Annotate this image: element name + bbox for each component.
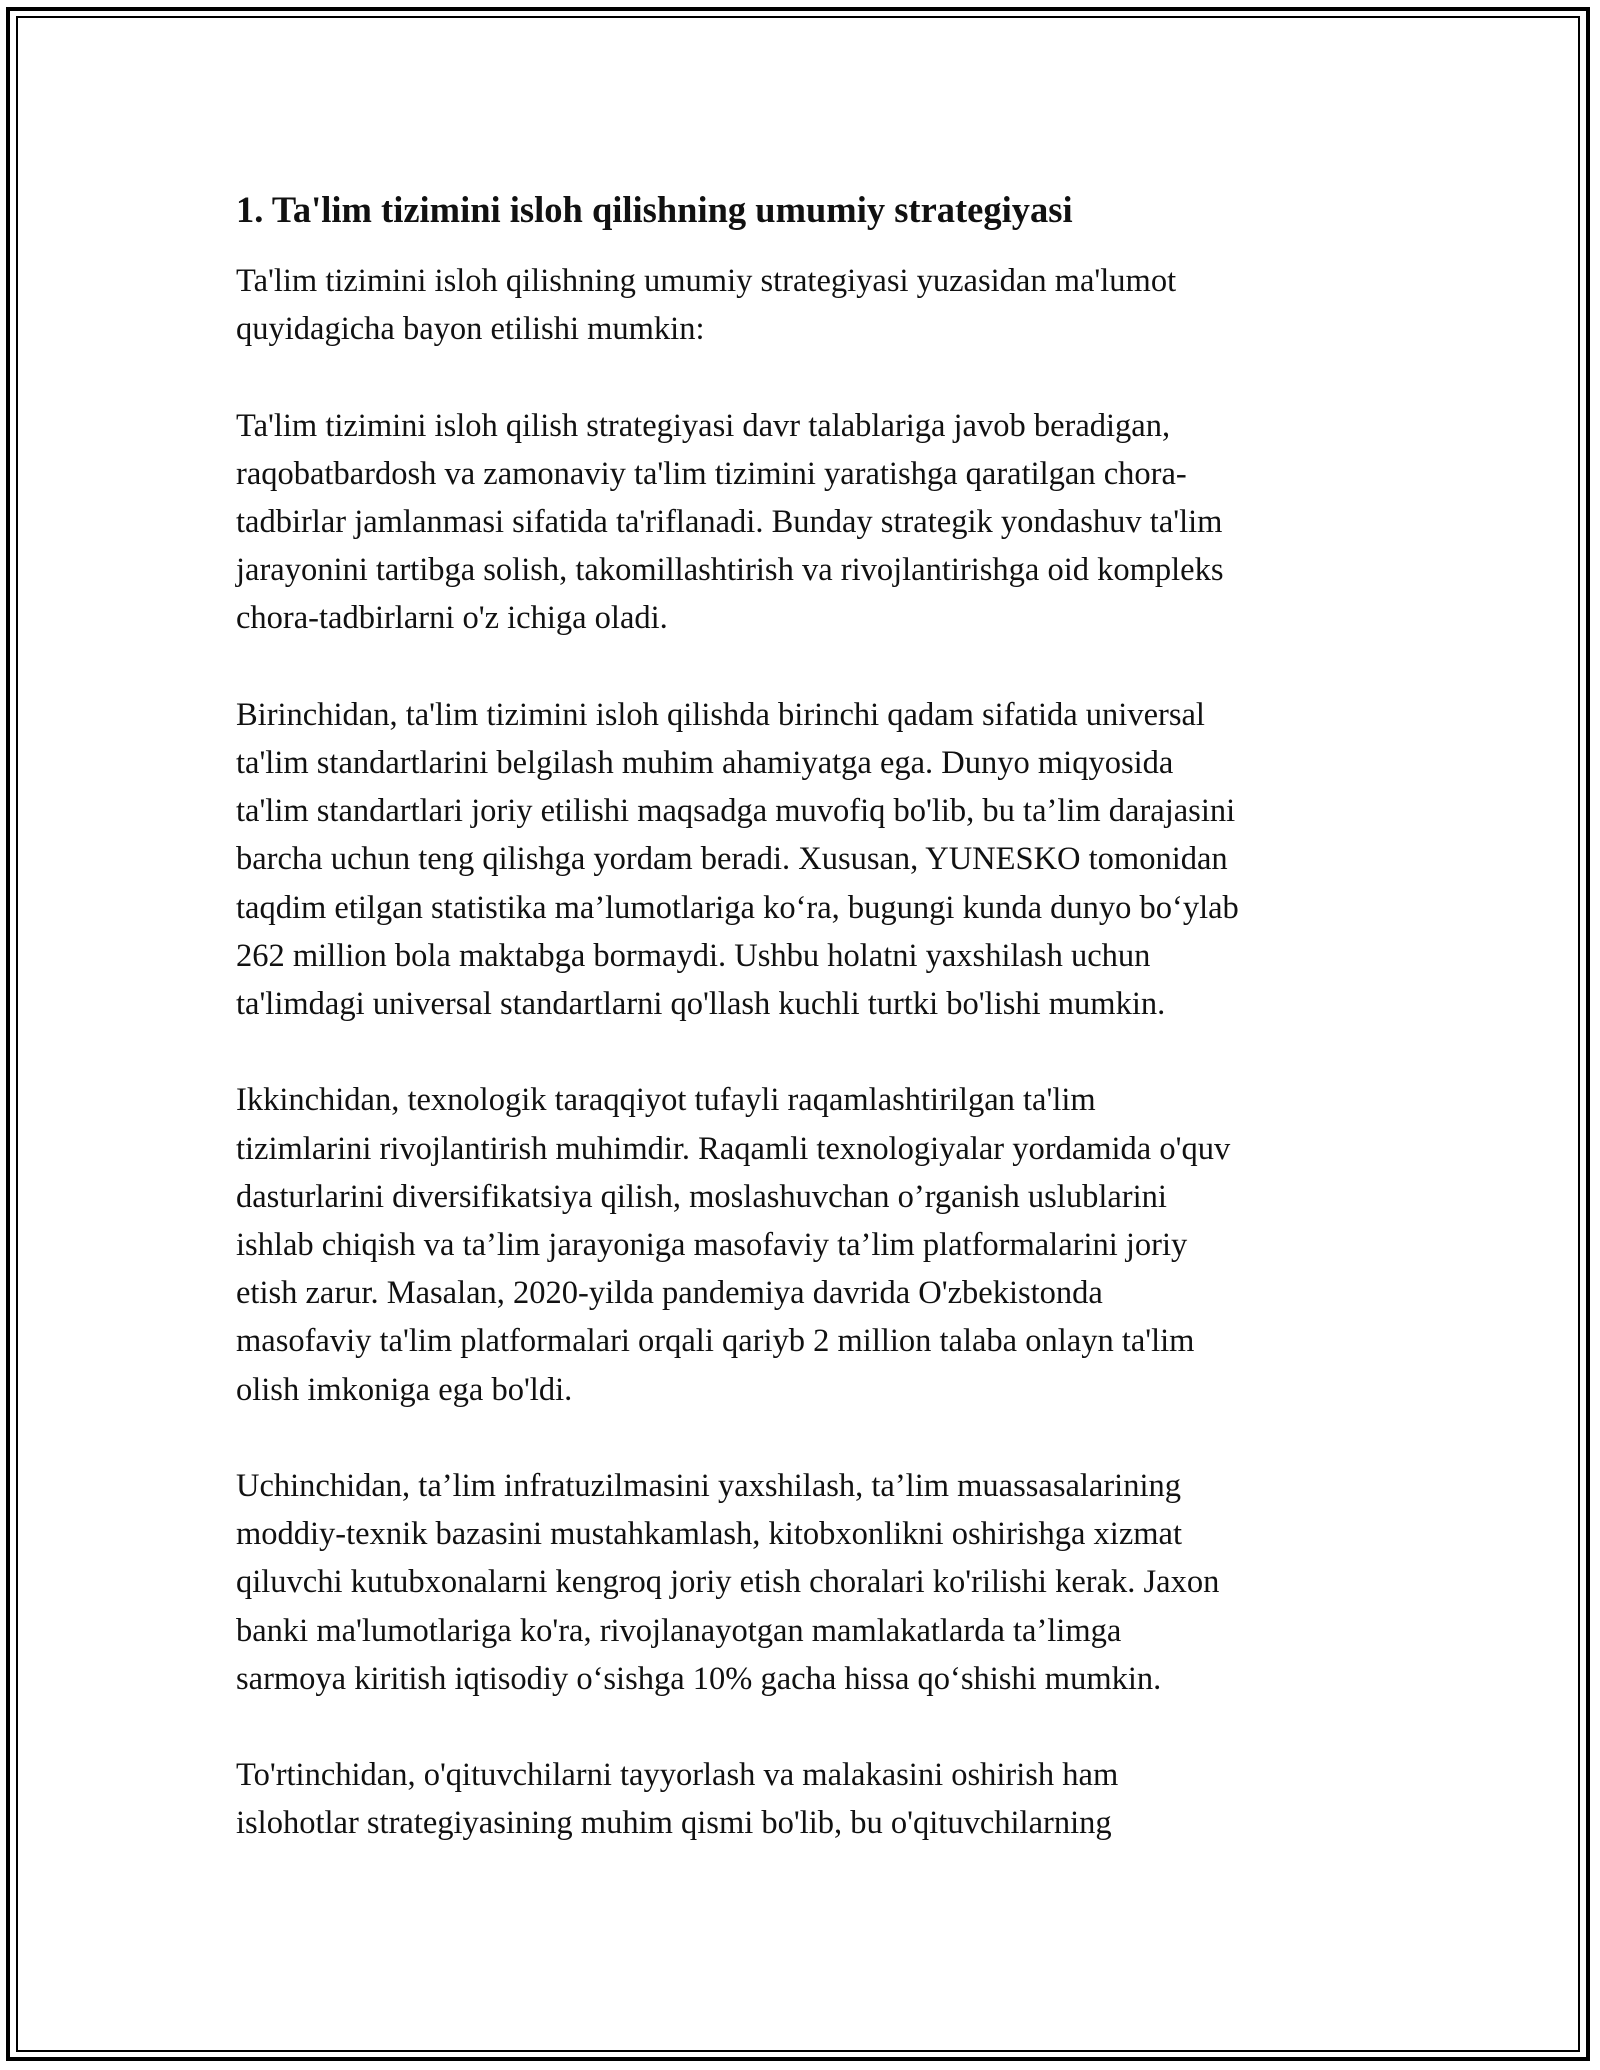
text-line: sarmoya kiritish iqtisodiy o‘sishga 10% gacha hissa qo‘shishi mumkin. xyxy=(236,1660,1162,1697)
text-line: 262 million bola maktabga bormaydi. Ushbu holatni yaxshilash uchun xyxy=(236,937,1151,974)
text-line: qiluvchi kutubxonalarni kengroq joriy etish choralari ko'rilishi kerak. Jaxon xyxy=(236,1564,1220,1601)
section-heading: 1. Ta'lim tizimini isloh qilishning umumiy strategiyasi xyxy=(236,189,1073,230)
paragraph-second-point xyxy=(236,1076,1366,1413)
paragraph-fourth-point xyxy=(236,1751,1366,1847)
paragraph-first-point xyxy=(236,691,1366,1028)
text-line: Ta'lim tizimini isloh qilishning umumiy strategiyasi yuzasidan ma'lumot xyxy=(236,263,1177,299)
text-line: quyidagicha bayon etilishi mumkin: xyxy=(236,311,705,348)
text-line: barcha uchun teng qilishga yordam beradi. Xususan, YUNESKO tomonidan xyxy=(236,841,1228,878)
text-line: jarayonini tartibga solish, takomillashtirish va rivojlantirishga oid kompleks xyxy=(236,552,1224,589)
text-line: taqdim etilgan statistika ma’lumotlariga ko‘ra, bugungi kunda dunyo bo‘ylab xyxy=(236,889,1239,926)
text-line: tadbirlar jamlanmasi sifatida ta'riflanadi. Bunday strategik yondashuv ta'lim xyxy=(236,504,1223,540)
document-body xyxy=(236,186,1366,1896)
text-line: olish imkoniga ega bo'ldi. xyxy=(236,1371,573,1408)
text-line: Uchinchidan, ta’lim infratuzilmasini yaxshilash, ta’lim muassasalarining xyxy=(236,1468,1181,1505)
paragraph-intro xyxy=(236,257,1366,353)
text-line: ta'lim standartlari joriy etilishi maqsadga muvofiq bo'lib, bu ta’lim darajasini xyxy=(236,793,1236,830)
text-line: tizimlarini rivojlantirish muhimdir. Raqamli texnologiyalar yordamida o'quv xyxy=(236,1130,1231,1167)
text-line: etish zarur. Masalan, 2020-yilda pandemiya davrida O'zbekistonda xyxy=(236,1275,1103,1312)
text-line: banki ma'lumotlariga ko'ra, rivojlanayotgan mamlakatlarda ta’limga xyxy=(236,1612,1122,1649)
text-line: Ikkinchidan, texnologik taraqqiyot tufayli raqamlashtirilgan ta'lim xyxy=(236,1082,1096,1119)
text-line: moddiy-texnik bazasini mustahkamlash, kitobxonlikni oshirishga xizmat xyxy=(236,1516,1182,1553)
text-line: islohotlar strategiyasining muhim qismi bo'lib, bu o'qituvchilarning xyxy=(236,1805,1112,1842)
text-line: Birinchidan, ta'lim tizimini isloh qilishda birinchi qadam sifatida universal xyxy=(236,696,1205,733)
text-line: chora-tadbirlarni o'z ichiga oladi. xyxy=(236,600,668,637)
text-line: ta'limdagi universal standartlarni qo'llash kuchli turtki bo'lishi mumkin. xyxy=(236,986,1166,1023)
paragraph-third-point xyxy=(236,1462,1366,1703)
text-line: raqobatbardosh va zamonaviy ta'lim tizimini yaratishga qaratilgan chora- xyxy=(236,455,1187,492)
text-line: Ta'lim tizimini isloh qilish strategiyasi davr talablariga javob beradigan, xyxy=(236,407,1171,444)
paragraph-definition xyxy=(236,402,1366,643)
text-line: ta'lim standartlarini belgilash muhim ahamiyatga ega. Dunyo miqyosida xyxy=(236,745,1174,781)
text-line: dasturlarini diversifikatsiya qilish, moslashuvchan o’rganish uslublarini xyxy=(236,1178,1167,1215)
text-line: masofaviy ta'lim platformalari orqali qariyb 2 million talaba onlayn ta'lim xyxy=(236,1323,1195,1360)
text-line: To'rtinchidan, o'qituvchilarni tayyorlash va malakasini oshirish ham xyxy=(236,1757,1119,1794)
text-line: ishlab chiqish va ta’lim jarayoniga masofaviy ta’lim platformalarini joriy xyxy=(236,1227,1188,1264)
